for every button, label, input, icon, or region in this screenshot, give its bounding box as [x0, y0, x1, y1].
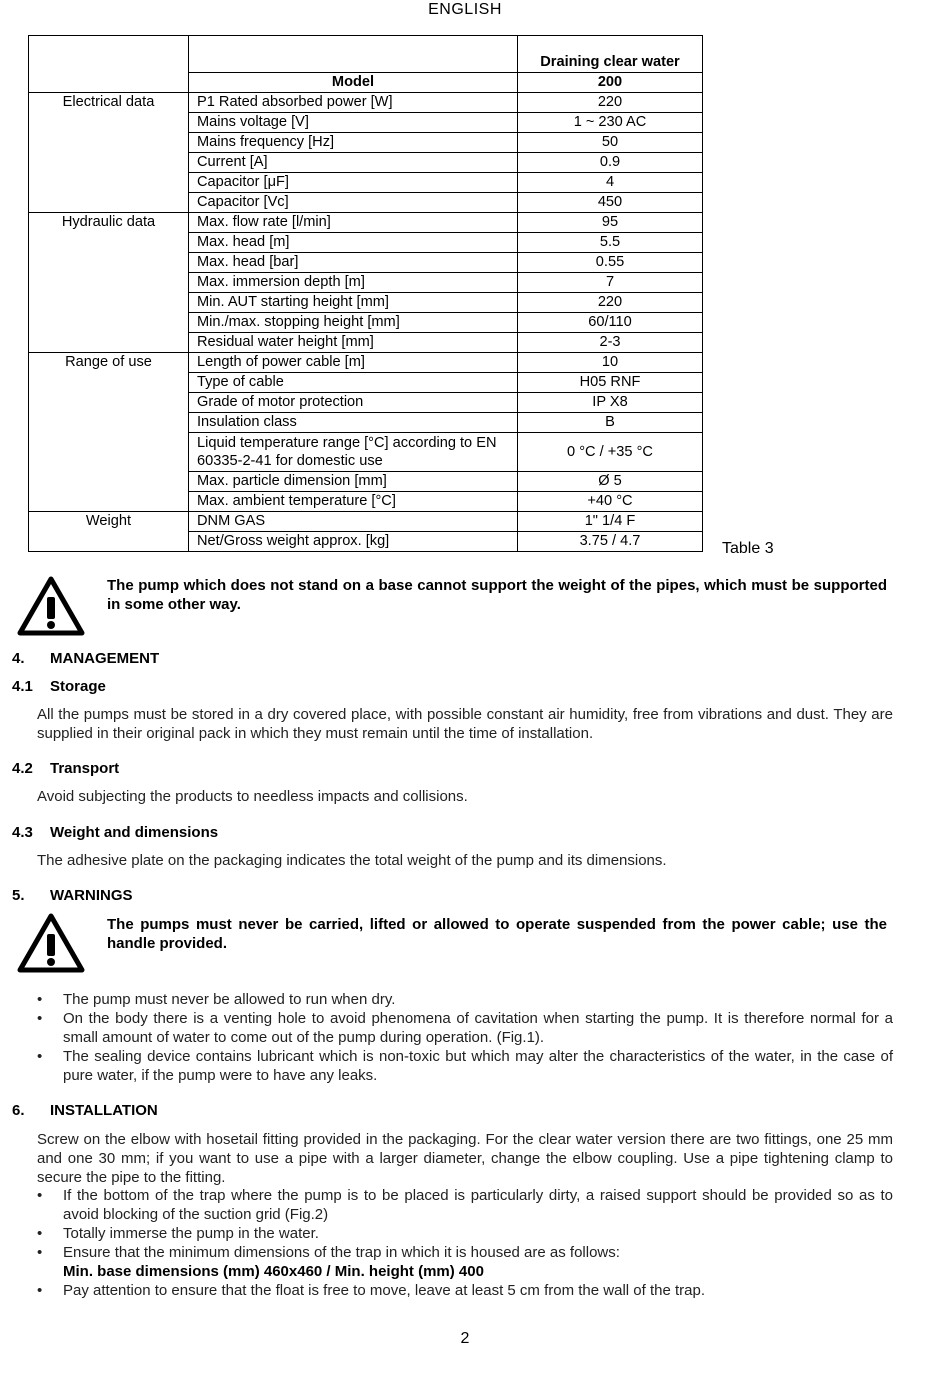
table-group-cell — [29, 113, 189, 133]
spec-label: Capacitor [μF] — [189, 173, 518, 193]
table-group-cell — [29, 133, 189, 153]
table-row — [29, 213, 703, 233]
table-group-cell — [29, 193, 189, 213]
spec-label: Residual water height [mm] — [189, 333, 518, 353]
spec-value: 1" 1/4 F — [518, 512, 703, 532]
spec-value: Ø 5 — [518, 472, 703, 492]
table-group-cell — [29, 413, 189, 433]
table-row — [29, 413, 703, 433]
table-group-cell: Electrical data — [29, 93, 189, 113]
spec-label: P1 Rated absorbed power [W] — [189, 93, 518, 113]
min-dimensions: Min. base dimensions (mm) 460x460 / Min. height (mm) 400 — [63, 1263, 484, 1280]
spec-value: IP X8 — [518, 393, 703, 413]
table-row — [29, 273, 703, 293]
warning-text-cable: The pumps must never be carried, lifted or allowed to operate suspended from the power cable; use the handle provided. — [107, 916, 887, 952]
spec-value: 5.5 — [518, 233, 703, 253]
table-row — [29, 193, 703, 213]
table-row — [29, 233, 703, 253]
table-group-cell — [29, 313, 189, 333]
table-group-cell — [29, 472, 189, 492]
table-row — [29, 393, 703, 413]
table-row — [29, 433, 703, 472]
spec-value: 220 — [518, 93, 703, 113]
table-cell — [29, 73, 189, 93]
spec-table — [28, 35, 703, 552]
spec-label: Length of power cable [m] — [189, 353, 518, 373]
spec-value: 50 — [518, 133, 703, 153]
bullet-icon: • — [37, 1010, 43, 1027]
spec-value: 3.75 / 4.7 — [518, 532, 703, 552]
table-row — [29, 293, 703, 313]
spec-label: Max. head [m] — [189, 233, 518, 253]
model-label: Model — [189, 73, 518, 93]
spec-value: 60/110 — [518, 313, 703, 333]
table-row — [29, 113, 703, 133]
list-item: • If the bottom of the trap where the pump is to be placed is particularly dirty, a raised support should be provided so as to avoid blocking of the suction grid (Fig.2) — [37, 1187, 893, 1223]
spec-value: 450 — [518, 193, 703, 213]
spec-label: Min./max. stopping height [mm] — [189, 313, 518, 333]
transport-text: Avoid subjecting the products to needless impacts and collisions. — [37, 788, 468, 805]
table-cell — [189, 36, 518, 73]
bullet-icon: • — [37, 1244, 43, 1261]
spec-label: Max. flow rate [l/min] — [189, 213, 518, 233]
table-row — [29, 93, 703, 113]
list-item: • Ensure that the minimum dimensions of the trap in which it is housed are as follows: Min. base dimensions (mm) 460x460 / Min. height (mm) 400 — [37, 1243, 893, 1281]
spec-value: 0.55 — [518, 253, 703, 273]
table-row — [29, 373, 703, 393]
table-row — [29, 253, 703, 273]
column-header: Draining clear water — [518, 36, 703, 73]
installation-text: Screw on the elbow with hosetail fitting provided in the packaging. For the clear water version there are two fittings, one 25 mm and one 30 mm; if you want to use a pipe with a larger diameter, change the elbow coupling. Use a pipe tightening clamp to secure the pipe to the fitting. — [37, 1131, 893, 1186]
table-group-cell — [29, 233, 189, 253]
spec-label: Max. particle dimension [mm] — [189, 472, 518, 492]
installation-list — [37, 1186, 893, 1300]
table-row — [29, 472, 703, 492]
table-group-cell — [29, 273, 189, 293]
table-row — [29, 512, 703, 532]
section-installation-heading: 6. INSTALLATION — [12, 1102, 158, 1119]
table-group-cell — [29, 253, 189, 273]
spec-value: 0.9 — [518, 153, 703, 173]
spec-value: +40 °C — [518, 492, 703, 512]
table-row — [29, 313, 703, 333]
spec-label: Mains voltage [V] — [189, 113, 518, 133]
list-item: • The sealing device contains lubricant which is non-toxic but which may alter the characteristics of the water, in the case of pure water, if the pump were to have any leaks. — [37, 1048, 893, 1084]
spec-label: Min. AUT starting height [mm] — [189, 293, 518, 313]
spec-value: 220 — [518, 293, 703, 313]
spec-value: 95 — [518, 213, 703, 233]
spec-label: DNM GAS — [189, 512, 518, 532]
warnings-list — [37, 990, 893, 1085]
table-group-cell: Weight — [29, 512, 189, 532]
table-row — [29, 333, 703, 353]
warning-triangle-icon — [16, 912, 86, 974]
table-group-cell — [29, 373, 189, 393]
spec-value: 1 ~ 230 AC — [518, 113, 703, 133]
model-value: 200 — [518, 73, 703, 93]
table-group-cell — [29, 393, 189, 413]
section-warnings-heading: 5. WARNINGS — [12, 887, 133, 904]
weight-text: The adhesive plate on the packaging indicates the total weight of the pump and its dimensions. — [37, 852, 667, 869]
table-group-cell — [29, 333, 189, 353]
table-row — [29, 492, 703, 512]
table-caption: Table 3 — [722, 540, 774, 557]
bullet-icon: • — [37, 1048, 43, 1065]
table-group-cell — [29, 532, 189, 552]
section-transport-heading: 4.2 Transport — [12, 760, 120, 777]
bullet-icon: • — [37, 991, 43, 1008]
table-group-cell — [29, 492, 189, 512]
spec-label: Insulation class — [189, 413, 518, 433]
list-item: • On the body there is a venting hole to avoid phenomena of cavitation when starting the pump. It is therefore normal for a small amount of water to come out of the pump during operation. (Fig.1). — [37, 1010, 893, 1046]
spec-value: 4 — [518, 173, 703, 193]
spec-label: Type of cable — [189, 373, 518, 393]
spec-label: Max. ambient temperature [°C] — [189, 492, 518, 512]
table-group-cell: Hydraulic data — [29, 213, 189, 233]
warning-triangle-icon — [16, 575, 86, 637]
table-group-cell — [29, 433, 189, 472]
spec-label: Current [A] — [189, 153, 518, 173]
table-group-cell — [29, 293, 189, 313]
table-group-cell — [29, 153, 189, 173]
spec-value: 2-3 — [518, 333, 703, 353]
page-number: 2 — [460, 1330, 470, 1347]
spec-label: Net/Gross weight approx. [kg] — [189, 532, 518, 552]
section-weight-heading: 4.3 Weight and dimensions — [12, 824, 219, 841]
storage-text: All the pumps must be stored in a dry covered place, with possible constant air humidity, free from vibrations and dust. They are supplied in their original pack in which they must remain until the time of installation. — [37, 706, 893, 742]
spec-value: B — [518, 413, 703, 433]
spec-value: 10 — [518, 353, 703, 373]
table-row — [29, 173, 703, 193]
table-header-row — [29, 36, 703, 73]
list-item: • The pump must never be allowed to run when dry. — [37, 991, 396, 1008]
spec-label: Capacitor [Vc] — [189, 193, 518, 213]
list-item: • Pay attention to ensure that the float is free to move, leave at least 5 cm from the wall of the trap. — [37, 1282, 706, 1299]
list-item: • Totally immerse the pump in the water. — [37, 1225, 319, 1242]
spec-value: 7 — [518, 273, 703, 293]
page-header: ENGLISH — [428, 1, 502, 18]
section-management-heading: 4. MANAGEMENT — [12, 650, 160, 667]
spec-value: 0 °C / +35 °C — [518, 433, 703, 472]
spec-label: Grade of motor protection — [189, 393, 518, 413]
spec-label: Max. head [bar] — [189, 253, 518, 273]
table-row — [29, 353, 703, 373]
table-header-row — [29, 73, 703, 93]
section-storage-heading: 4.1 Storage — [12, 678, 106, 695]
bullet-icon: • — [37, 1187, 43, 1204]
spec-label: Mains frequency [Hz] — [189, 133, 518, 153]
spec-label: Liquid temperature range [°C] according to EN 60335-2-41 for domestic use — [189, 433, 518, 472]
spec-label: Max. immersion depth [m] — [189, 273, 518, 293]
bullet-icon: • — [37, 1225, 43, 1242]
table-group-cell — [29, 173, 189, 193]
table-row — [29, 153, 703, 173]
table-group-cell: Range of use — [29, 353, 189, 373]
table-row — [29, 532, 703, 552]
spec-value: H05 RNF — [518, 373, 703, 393]
table-row — [29, 133, 703, 153]
warning-text-base: The pump which does not stand on a base cannot support the weight of the pipes, which must be supported in some other way. — [107, 577, 887, 613]
table-cell — [29, 36, 189, 73]
bullet-icon: • — [37, 1282, 43, 1299]
